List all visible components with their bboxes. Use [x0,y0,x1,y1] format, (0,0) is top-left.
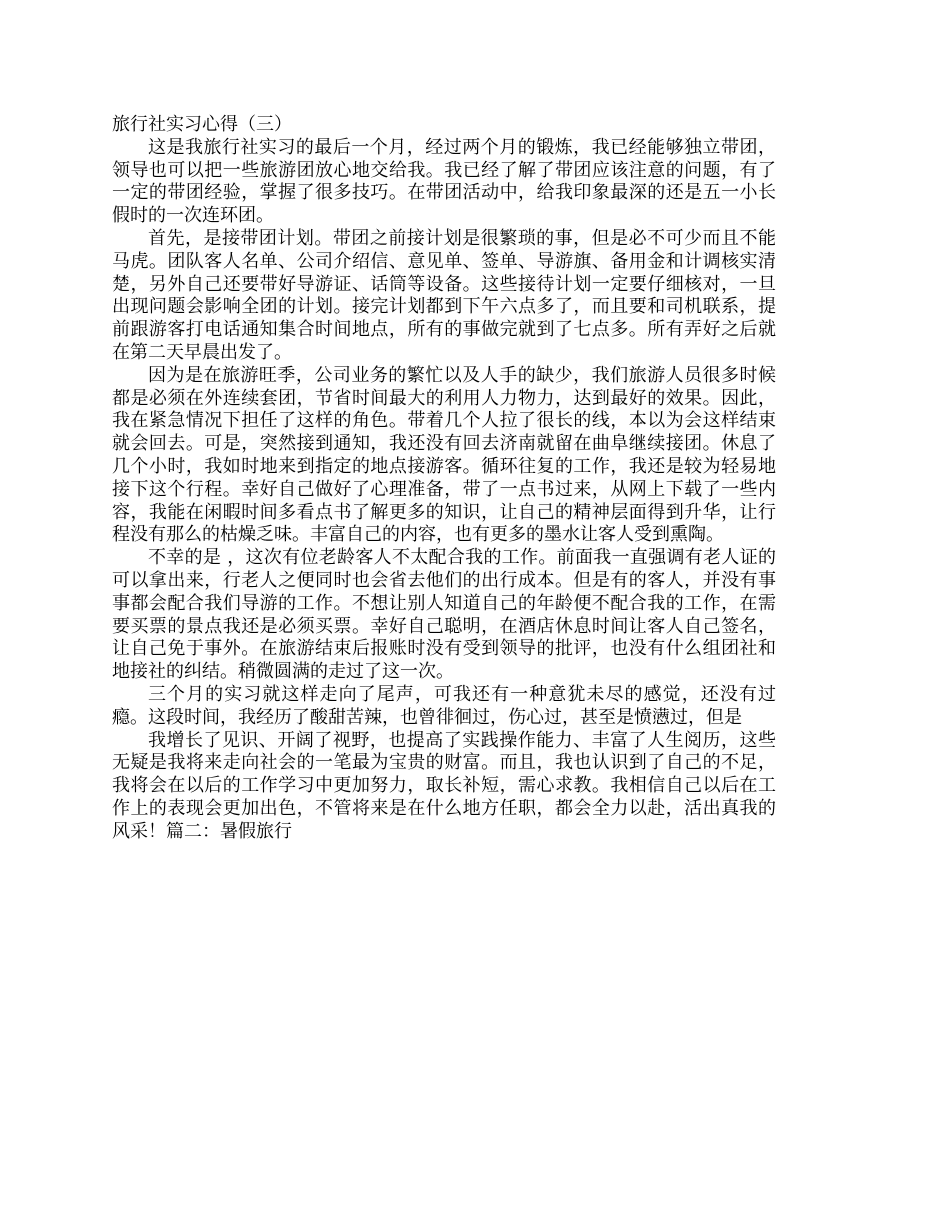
paragraph-2: 首先，是接带团计划。带团之前接计划是很繁琐的事，但是必不可少而且不能马虎。团队客人名单、公司介绍信、意见单、签单、导游旗、备用金和计调核实清楚，另外自己还要带好导游证、话筒等设备。这些接待计划一定要仔细核对，一旦出现问题会影响全团的计划。接完计划都到下午六点多了，而且要和司机联系，提前跟游客打电话通知集合时间地点，所有的事做完就到了七点多。所有弄好之后就在第二天早晨出发了。 [112,227,776,363]
paragraph-4: 不幸的是 ，这次有位老龄客人不太配合我的工作。前面我一直强调有老人证的可以拿出来，行老人之便同时也会省去他们的出行成本。但是有的客人，并没有事事都会配合我们导游的工作。不想让别人知道自己的年龄便不配合我的工作，在需要买票的景点我还是必须买票。幸好自己聪明，在酒店休息时间让客人自己签名，让自己免于事外。在旅游结束后报账时没有受到领导的批评，也没有什么组团社和地接社的纠结。稍微圆满的走过了这一次。 [112,547,776,683]
paragraph-1: 这是我旅行社实习的最后一个月，经过两个月的锻炼，我已经能够独立带团，领导也可以把一些旅游团放心地交给我。我已经了解了带团应该注意的问题，有了一定的带团经验，掌握了很多技巧。在带团活动中，给我印象最深的还是五一小长假时的一次连环团。 [112,136,776,227]
paragraph-5: 三个月的实习就这样走向了尾声，可我还有一种意犹未尽的感觉，还没有过瘾。这段时间，我经历了酸甜苦辣，也曾徘徊过，伤心过，甚至是愤懑过，但是 [112,683,776,728]
document-page [112,114,776,844]
document-title: 旅行社实习心得（三） [112,114,292,135]
paragraph-3: 因为是在旅游旺季，公司业务的繁忙以及人手的缺少，我们旅游人员很多时候都是必须在外连续套团，节省时间最大的利用人力物力，达到最好的效果。因此，我在紧急情况下担任了这样的角色。带着几个人拉了很长的线，本以为会这样结束就会回去。可是，突然接到通知，我还没有回去济南就留在曲阜继续接团。休息了几个小时，我如时地来到指定的地点接游客。循环往复的工作，我还是较为轻易地接下这个行程。幸好自己做好了心理准备，带了一点书过来，从网上下载了一些内容，我能在闲暇时间多看点书了解更多的知识，让自己的精神层面得到升华，让行程没有那么的枯燥乏味。丰富自己的内容，也有更多的墨水让客人受到熏陶。 [112,364,776,546]
paragraph-6: 我增长了见识、开阔了视野，也提高了实践操作能力、丰富了人生阅历，这些无疑是我将来走向社会的一笔最为宝贵的财富。而且，我也认识到了自己的不足，我将会在以后的工作学习中更加努力，取长补短，需心求教。我相信自己以后在工作上的表现会更加出色，不管将来是在什么地方任职，都会全力以赴，活出真我的风采！篇二：暑假旅行 [112,729,776,842]
